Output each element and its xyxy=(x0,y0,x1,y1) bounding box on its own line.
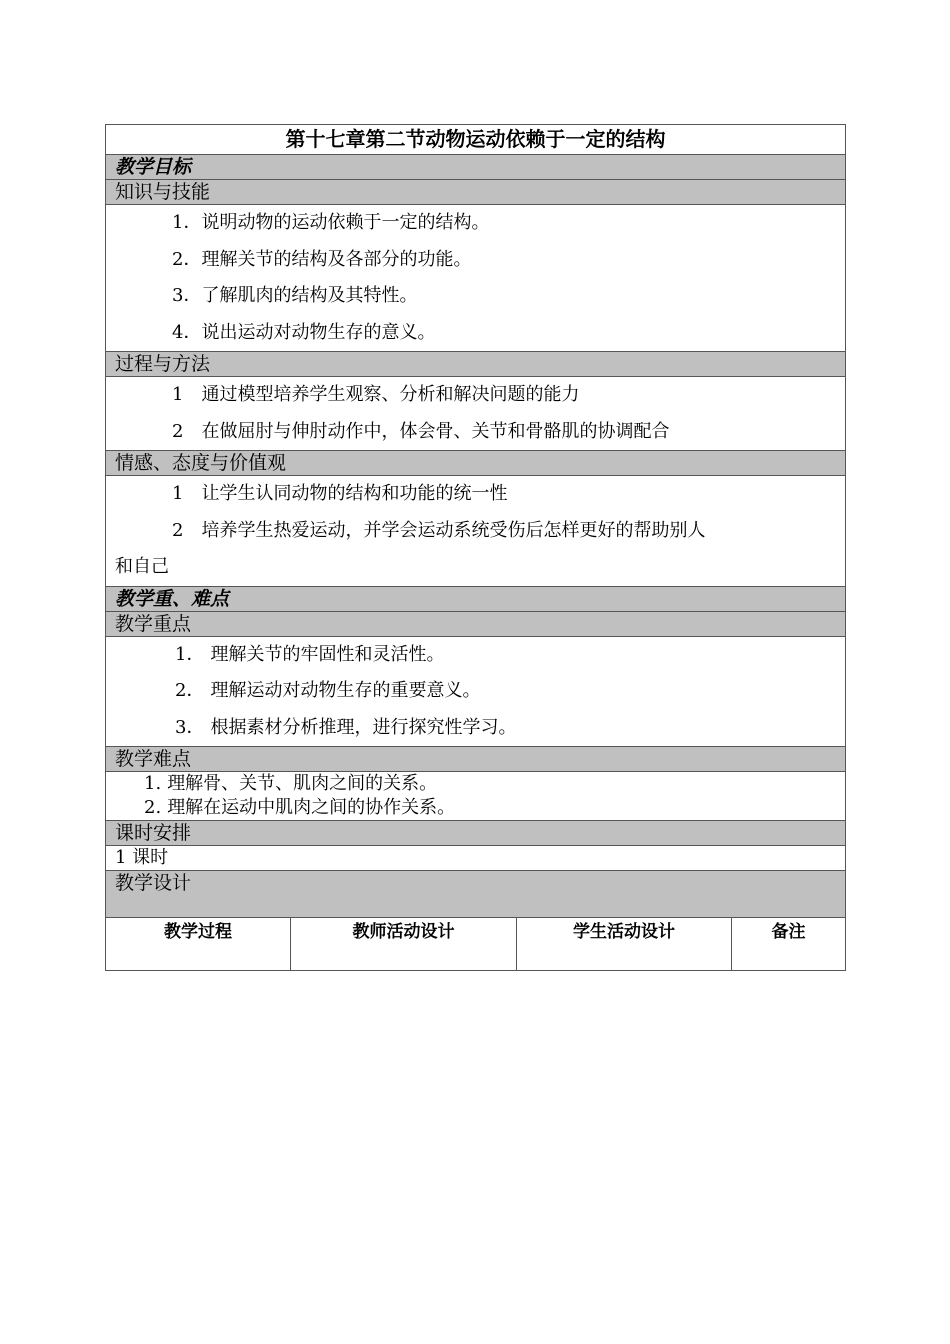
schedule-heading-row xyxy=(106,821,846,846)
lesson-title: 第十七章第二节动物运动依赖于一定的结构 xyxy=(106,125,846,155)
list-item: 2 培养学生热爱运动，并学会运动系统受伤后怎样更好的帮助别人 xyxy=(172,519,706,541)
list-item: 3．了解肌肉的结构及其特性。 xyxy=(172,285,418,306)
difficult-points-list xyxy=(106,772,846,821)
list-item: 2. 理解在运动中肌肉之间的协作关系。 xyxy=(144,797,456,818)
list-item: 1． 理解关节的牢固性和灵活性。 xyxy=(175,643,445,665)
list-item-continuation: 和自己 xyxy=(115,556,169,577)
column-header-student-activity: 学生活动设计 xyxy=(517,918,732,971)
key-difficult-heading: 教学重、难点 xyxy=(106,586,846,611)
emotion-list xyxy=(106,476,846,587)
emotion-list-row xyxy=(106,476,846,587)
lesson-plan-table xyxy=(105,124,846,971)
key-points-list xyxy=(106,636,846,747)
schedule-heading: 课时安排 xyxy=(106,821,846,846)
list-item: 2 在做屈肘与伸肘动作中，体会骨、关节和骨骼肌的协调配合 xyxy=(172,420,670,442)
list-item: 3． 根据素材分析推理，进行探究性学习。 xyxy=(175,716,517,738)
knowledge-list-row xyxy=(106,205,846,352)
key-difficult-heading-row xyxy=(106,586,846,611)
design-heading-row xyxy=(106,871,846,918)
schedule-value-row xyxy=(106,846,846,871)
list-item: 1 让学生认同动物的结构和功能的统一性 xyxy=(172,483,508,504)
list-item: 4．说出运动对动物生存的意义。 xyxy=(172,321,436,343)
title-row xyxy=(106,125,846,155)
goals-heading-row xyxy=(106,155,846,180)
list-item: 2．理解关节的结构及各部分的功能。 xyxy=(172,248,472,270)
difficult-list-row xyxy=(106,772,846,821)
list-item: 1．说明动物的运动依赖于一定的结构。 xyxy=(172,212,490,233)
difficult-heading-row xyxy=(106,747,846,772)
emotion-heading-row xyxy=(106,451,846,476)
list-item: 1. 理解骨、关节、肌肉之间的关系。 xyxy=(144,773,438,794)
column-header-teacher-activity: 教师活动设计 xyxy=(291,918,517,971)
knowledge-skills-heading: 知识与技能 xyxy=(106,180,846,205)
process-list xyxy=(106,377,846,451)
process-list-row xyxy=(106,377,846,451)
column-header-process: 教学过程 xyxy=(106,918,291,971)
key-list-row xyxy=(106,636,846,747)
knowledge-list xyxy=(106,205,846,352)
column-header-notes: 备注 xyxy=(732,918,846,971)
teaching-goals-heading: 教学目标 xyxy=(106,155,846,180)
list-item: 2． 理解运动对动物生存的重要意义。 xyxy=(175,680,481,701)
difficult-points-heading: 教学难点 xyxy=(106,747,846,772)
key-points-heading: 教学重点 xyxy=(106,611,846,636)
design-columns-row xyxy=(106,918,846,971)
process-heading-row xyxy=(106,352,846,377)
emotion-values-heading: 情感、态度与价值观 xyxy=(106,451,846,476)
process-methods-heading: 过程与方法 xyxy=(106,352,846,377)
schedule-value: 1 课时 xyxy=(106,846,846,871)
list-item: 1 通过模型培养学生观察、分析和解决问题的能力 xyxy=(172,384,580,405)
knowledge-heading-row xyxy=(106,180,846,205)
design-heading: 教学设计 xyxy=(106,871,846,918)
key-heading-row xyxy=(106,611,846,636)
